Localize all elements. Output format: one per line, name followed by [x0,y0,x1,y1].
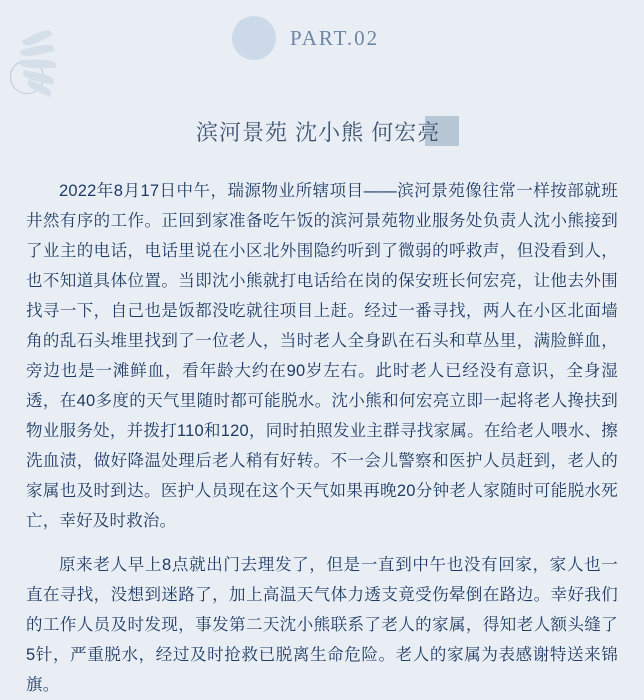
part-label: PART.02 [290,25,380,50]
page-title-text: 滨河景苑 沈小熊 何宏亮 [196,120,441,145]
paragraph: 原来老人早上8点就出门去理发了，但是一直到中午也没有回家，家人也一直在寻找，没想到迷路了，加上高温天气体力透支竟受伤晕倒在路边。幸好我们的工作人员及时发现，事发第二天沈小熊联系了老人的家属，得知老人额头缝了5针，严重脱水，经过及时抢救已脱离生命危险。老人的家属为表感谢特送来锦旗。 [26,556,618,694]
paragraph: 2022年8月17日中午，瑞源物业所辖项目——滨河景苑像往常一样按部就班井然有序的工作。正回到家准备吃午饭的滨河景苑物业服务处负责人沈小熊接到了业主的电话，电话里说在小区北外围隐约听到了微弱的呼救声，但没看到人，也不知道具体位置。当即沈小熊就打电话给在岗的保安班长何宏亮，让他去外围找寻一下，自己也是饭都没吃就往项目上赶。经过一番寻找，两人在小区北面墙角的乱石头堆里找到了一位老人，当时老人全身趴在石头和草丛里，满脸鲜血，旁边也是一滩鲜血，看年龄大约在90岁左右。此时老人已经没有意识，全身湿透，在40多度的天气里随时都可能脱水。沈小熊和何宏亮立即一起将老人搀扶到物业服务处，并拨打110和120，同时拍照发业主群寻找家属。在给老人喂水、擦洗血渍，做好降温处理后老人稍有好转。不一会儿警察和医护人员赶到，老人的家属也及时到达。医护人员现在这个天气如果再晚20分钟老人家随时可能脱水死亡，幸好及时救治。 [26,182,618,530]
article-body [0,166,644,700]
part-label-group [232,16,379,60]
leaf-ornament [8,38,78,100]
page-header [0,0,644,96]
page-title [196,116,440,147]
circle-decoration-icon [232,16,276,60]
title-section [0,110,644,166]
